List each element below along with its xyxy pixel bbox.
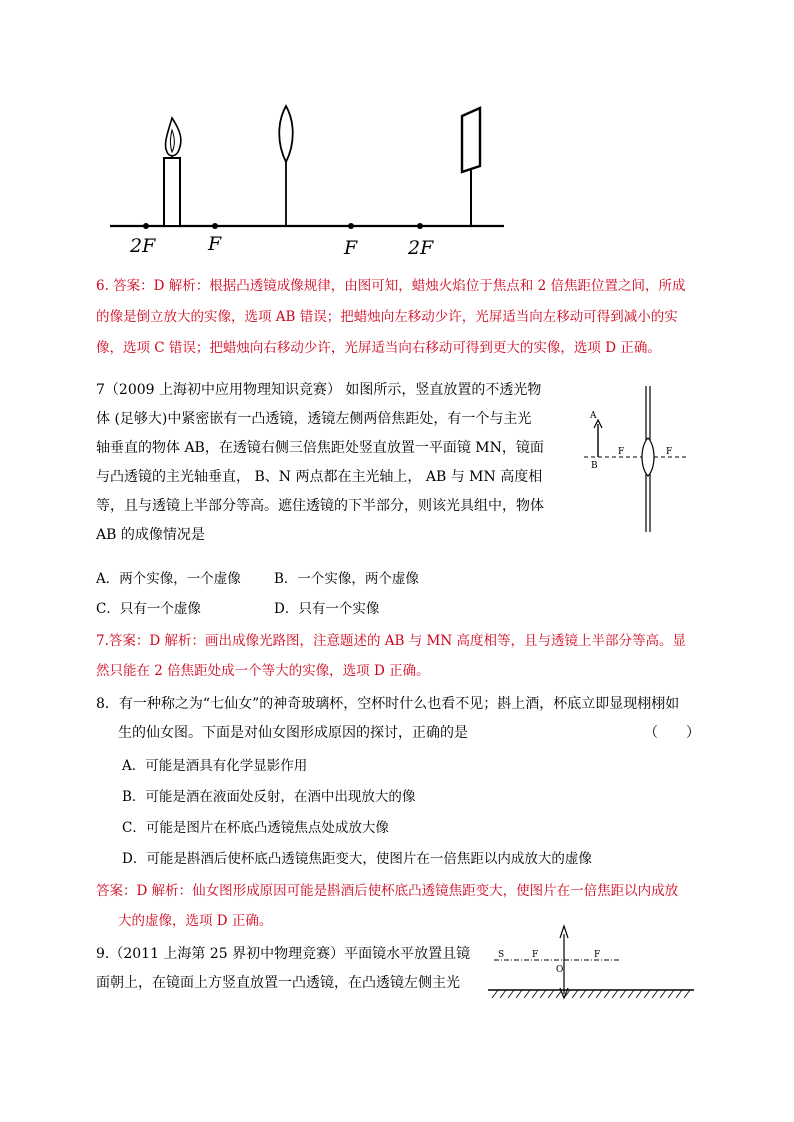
question-8 — [96, 694, 706, 754]
point-2f-left — [143, 223, 149, 229]
label-f-left: F — [208, 233, 222, 255]
question-7 — [96, 380, 556, 560]
point-f-right — [348, 223, 354, 229]
q7-line-2: 体 (足够大)中紧密嵌有一凸透镜，透镜左侧两倍焦距处，有一个与主光 — [96, 411, 532, 427]
label-2f-left: 2F — [130, 235, 156, 257]
answer-8-line-2: 大的虚像，选项 D 正确。 — [118, 913, 273, 929]
q7-option-d[interactable]: D．只有一个实像 — [274, 601, 380, 617]
label-o: O — [556, 965, 564, 975]
q7-line-4: 与凸透镜的主光轴垂直， B、N 两点都在主光轴上， AB 与 MN 高度相 — [96, 469, 543, 485]
label-b: B — [591, 461, 598, 471]
q8-line-2: 生的仙女图。下面是对仙女图形成原因的探讨，正确的是 — [118, 725, 468, 741]
answer-7-line-2: 然只能在 2 倍焦距处成一个等大的实像，选项 D 正确。 — [96, 663, 430, 679]
q7-option-a[interactable]: A．两个实像，一个虚像 — [96, 571, 241, 587]
figure-9-mirror-lens — [486, 918, 698, 1000]
mirror-hatching — [492, 990, 690, 998]
q8-option-d[interactable]: D．可能是斟酒后使杯底凸透镜焦距变大，使图片在一倍焦距以内成放大的虚像 — [122, 851, 592, 867]
candle — [164, 158, 180, 226]
point-f-left — [212, 223, 218, 229]
answer-6-line-1: 6. 答案：D 解析：根据凸透镜成像规律，由图可知，蜡烛火焰位于焦点和 2 倍焦距位置之间，所成 — [96, 278, 686, 294]
q7-option-c[interactable]: C．只有一个虚像 — [96, 601, 201, 617]
q8-options — [122, 756, 682, 876]
lens-7 — [642, 438, 654, 476]
q7-line-1: 7（2009 上海初中应用物理知识竞赛） 如图所示，竖直放置的不透光物 — [96, 382, 542, 398]
q8-option-a[interactable]: A．可能是酒具有化学显影作用 — [122, 758, 308, 774]
label-f2-9: F — [594, 950, 601, 960]
convex-lens — [279, 106, 293, 162]
label-f1: F — [618, 447, 625, 457]
label-a: A — [590, 411, 597, 421]
answer-8-line-1: 答案：D 解析：仙女图形成原因可能是斟酒后使杯底凸透镜焦距变大，使图片在一倍焦距以内成放 — [96, 883, 679, 899]
answer-6-line-2: 的像是倒立放大的实像，选项 AB 错误；把蜡烛向左移动少许，光屏适当向左移动可得到减小的实 — [96, 309, 678, 325]
label-2f-right: 2F — [408, 237, 434, 259]
question-9 — [96, 944, 496, 1004]
q9-line-2: 面朝上，在镜面上方竖直放置一凸透镜，在凸透镜左侧主光 — [96, 975, 460, 991]
light-screen — [462, 108, 480, 172]
answer-7-line-1: 7.答案：D 解析：画出成像光路图，注意题述的 AB 与 MN 高度相等，且与透镜上半部分等高。显 — [96, 633, 686, 649]
q7-line-3: 轴垂直的物体 AB，在透镜右侧三倍焦距处竖直放置一平面镜 MN，镜面 — [96, 440, 544, 456]
label-f-right: F — [344, 237, 358, 259]
answer-6 — [96, 276, 706, 366]
q7-line-6: AB 的成像情况是 — [96, 527, 205, 543]
q7-option-b[interactable]: B．一个实像，两个虚像 — [274, 571, 419, 587]
point-2f-right — [417, 223, 423, 229]
q7-line-5: 等，且与透镜上半部分等高。遮住透镜的下半部分，则该光具组中，物体 — [96, 498, 544, 514]
label-f1-9: F — [532, 950, 539, 960]
answer-6-line-3: 像，选项 C 错误；把蜡烛向右移动少许，光屏适当向右移动可得到更大的实像，选项 D 正确。 — [96, 340, 661, 356]
q8-answer-bracket: （ ） — [644, 725, 700, 741]
answer-7 — [96, 631, 706, 687]
figure-6-optical-bench — [100, 100, 520, 265]
q7-options — [96, 569, 496, 629]
q8-line-1: 8．有一种称之为“七仙女”的神奇玻璃杯，空杯时什么也看不见；斟上酒，杯底立即显现栩栩如 — [96, 696, 680, 712]
q8-option-b[interactable]: B．可能是酒在液面处反射，在酒中出现放大的像 — [122, 789, 416, 805]
label-f2: F — [666, 447, 673, 457]
figure-7-lens-diagram — [580, 382, 690, 542]
q9-line-1: 9.（2011 上海第 25 界初中物理竞赛）平面镜水平放置且镜 — [96, 946, 471, 962]
q8-option-c[interactable]: C．可能是图片在杯底凸透镜焦点处成放大像 — [122, 820, 389, 836]
label-s: S — [498, 950, 505, 960]
